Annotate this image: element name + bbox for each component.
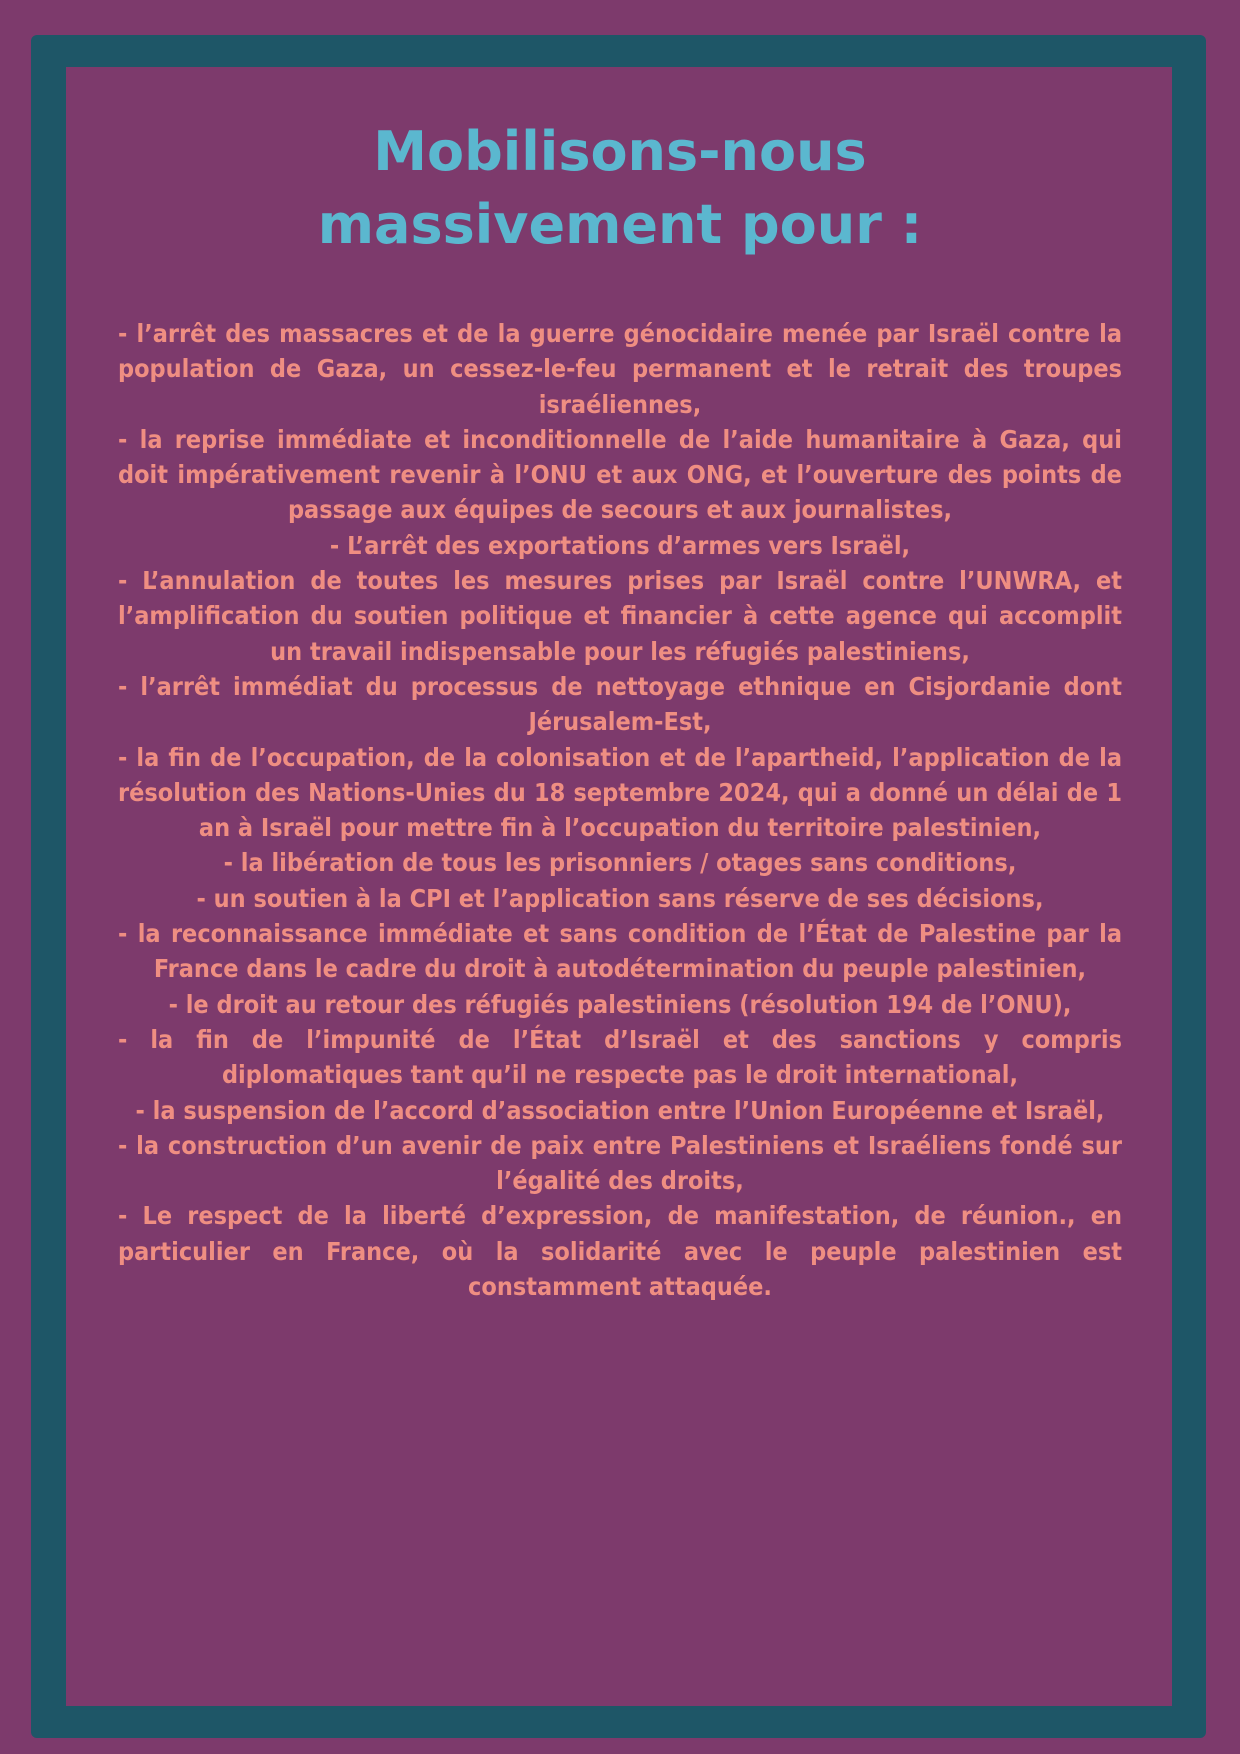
demand-item: - la construction d’un avenir de paix entre Palestiniens et Israéliens fondé sur l’égalité des droits, bbox=[118, 1130, 1122, 1196]
demand-item: - l’arrêt des massacres et de la guerre génocidaire menée par Israël contre la population de Gaza, un cessez-le-feu permanent et le retrait des troupes israéliennes, bbox=[118, 319, 1122, 419]
demand-item: - la suspension de l’accord d’association entre l’Union Européenne et Israël, bbox=[135, 1095, 1105, 1125]
demand-item: - la fin de l’impunité de l’État d’Israël et des sanctions y compris diplomatiques tant qu’il ne respecte pas le droit international, bbox=[118, 1024, 1122, 1090]
demand-item: - la libération de tous les prisonniers / otages sans conditions, bbox=[223, 848, 1017, 878]
demand-item: - le droit au retour des réfugiés palestiniens (résolution 194 de l’ONU), bbox=[168, 989, 1072, 1019]
demands-list bbox=[118, 316, 1122, 1304]
demand-item: - L’annulation de toutes les mesures prises par Israël contre l’UNWRA, et l’amplification du soutien politique et financier à cette agence qui accomplit un travail indispensable pour les réfugiés palestiniens, bbox=[118, 566, 1122, 666]
title-line: massivement pour : bbox=[317, 193, 923, 256]
poster-title bbox=[0, 115, 1240, 261]
demand-item: - L’arrêt des exportations d’armes vers Israël, bbox=[329, 530, 911, 560]
demand-item: - Le respect de la liberté d’expression, de manifestation, de réunion., en particulier en France, où la solidarité avec le peuple palestinien est constamment attaquée. bbox=[118, 1201, 1122, 1302]
demand-item: - la fin de l’occupation, de la colonisation et de l’apartheid, l’application de la résolution des Nations-Unies du 18 septembre 2024, qui a donné un délai de 1 an à Israël pour mettre fin à l’occupation du territoire palestinien, bbox=[118, 742, 1122, 843]
demand-item: - la reconnaissance immédiate et sans condition de l’État de Palestine par la France dans le cadre du droit à autodétermination du peuple palestinien, bbox=[118, 919, 1122, 984]
demand-item: - la reprise immédiate et inconditionnelle de l’aide humanitaire à Gaza, qui doit impérativement revenir à l’ONU et aux ONG, et l’ouverture des points de passage aux équipes de secours et aux journalistes, bbox=[118, 424, 1122, 525]
title-line: Mobilisons-nous bbox=[373, 120, 867, 183]
demand-item: - l’arrêt immédiat du processus de nettoyage ethnique en Cisjordanie dont Jérusalem-Est, bbox=[118, 671, 1122, 737]
demand-item: - un soutien à la CPI et l’application sans réserve de ses décisions, bbox=[196, 883, 1044, 913]
